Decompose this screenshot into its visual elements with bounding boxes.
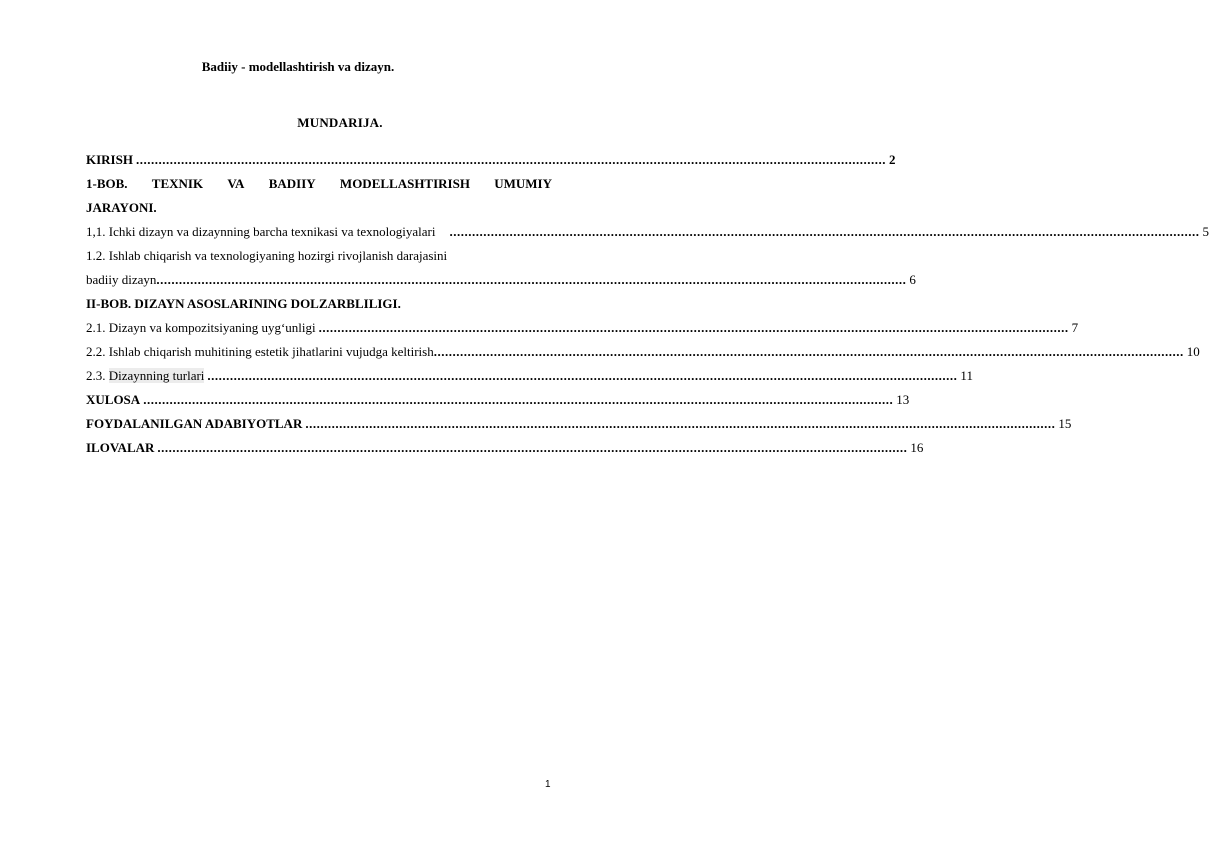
- toc-entry-2-2[interactable]: [86, 340, 1200, 364]
- toc-page: 5: [1202, 224, 1209, 239]
- leader-dots: ........................................................................................................................................................................................................: [157, 440, 908, 455]
- leader-dots: ........................................................................................................................................................................................................: [207, 368, 958, 383]
- toc-chapter-2[interactable]: II-BOB. DIZAYN ASOSLARINING DOLZARBLILIGI.: [86, 296, 401, 311]
- toc-page: 6: [909, 272, 916, 287]
- table-of-contents: [86, 148, 1209, 460]
- leader-dots: ........................................................................................................................................................................................................: [433, 344, 1184, 359]
- document-title: Badiiy - modellashtirish va dizayn.: [201, 59, 395, 74]
- toc-label: KIRISH: [86, 152, 133, 167]
- leader-dots: ........................................................................................................................................................................................................: [449, 224, 1200, 239]
- leader-dots: ........................................................................................................................................................................................................: [318, 320, 1069, 335]
- toc-chapter-1-cont: JARAYONI.: [86, 200, 157, 215]
- toc-heading: MUNDARIJA.: [297, 115, 383, 130]
- leader-dots: ........................................................................................................................................................................................................: [135, 152, 886, 167]
- toc-label: [86, 364, 204, 388]
- toc-label: FOYDALANILGAN ADABIYOTLAR: [86, 416, 303, 431]
- toc-entry-kirish[interactable]: [86, 148, 896, 172]
- chapter-word: MODELLASHTIRISH: [339, 176, 470, 191]
- leader-dots: ........................................................................................................................................................................................................: [156, 272, 907, 287]
- chapter-word: UMUMIY: [494, 176, 552, 191]
- toc-page: 15: [1058, 416, 1072, 431]
- chapter-word: BADIIY: [268, 176, 316, 191]
- toc-chapter-1[interactable]: [86, 172, 552, 196]
- toc-page: 13: [896, 392, 910, 407]
- toc-page: 11: [960, 368, 973, 383]
- toc-entry-1-2-line1[interactable]: 1.2. Ishlab chiqarish va texnologiyaning hozirgi rivojlanish darajasini: [86, 248, 448, 263]
- toc-page: 16: [910, 440, 924, 455]
- chapter-word: 1-BOB.: [86, 176, 128, 191]
- toc-page: 7: [1071, 320, 1079, 335]
- toc-label: 1,1. Ichki dizayn va dizaynning barcha texnikasi va texnologiyalari: [86, 224, 436, 239]
- toc-page: 10: [1186, 344, 1200, 359]
- chapter-word: TEXNIK: [151, 176, 204, 191]
- highlighted-text: Dizaynning turlari: [108, 368, 205, 383]
- toc-label: badiiy dizayn: [86, 272, 157, 287]
- toc-entry-2-3[interactable]: [86, 364, 973, 388]
- toc-entry-2-1[interactable]: [86, 316, 1079, 340]
- leader-dots: ........................................................................................................................................................................................................: [143, 392, 894, 407]
- toc-label: 2.1. Dizayn va kompozitsiyaning uyg‘unligi: [86, 320, 316, 335]
- toc-entry-1-2-line2[interactable]: [86, 268, 916, 292]
- leader-dots: ........................................................................................................................................................................................................: [305, 416, 1056, 431]
- chapter-word: VA: [227, 176, 245, 191]
- toc-page: 2: [888, 152, 896, 167]
- toc-entry-adabiyotlar[interactable]: [86, 412, 1072, 436]
- page-number: 1: [545, 779, 551, 790]
- toc-prefix: 2.3.: [86, 368, 106, 383]
- toc-entry-xulosa[interactable]: [86, 388, 910, 412]
- toc-entry-ilovalar[interactable]: [86, 436, 924, 460]
- toc-label: XULOSA: [86, 392, 141, 407]
- toc-entry-1-1[interactable]: [86, 220, 1209, 244]
- toc-label: ILOVALAR: [86, 440, 155, 455]
- toc-label: 2.2. Ishlab chiqarish muhitining estetik jihatlarini vujudga keltirish: [86, 344, 434, 359]
